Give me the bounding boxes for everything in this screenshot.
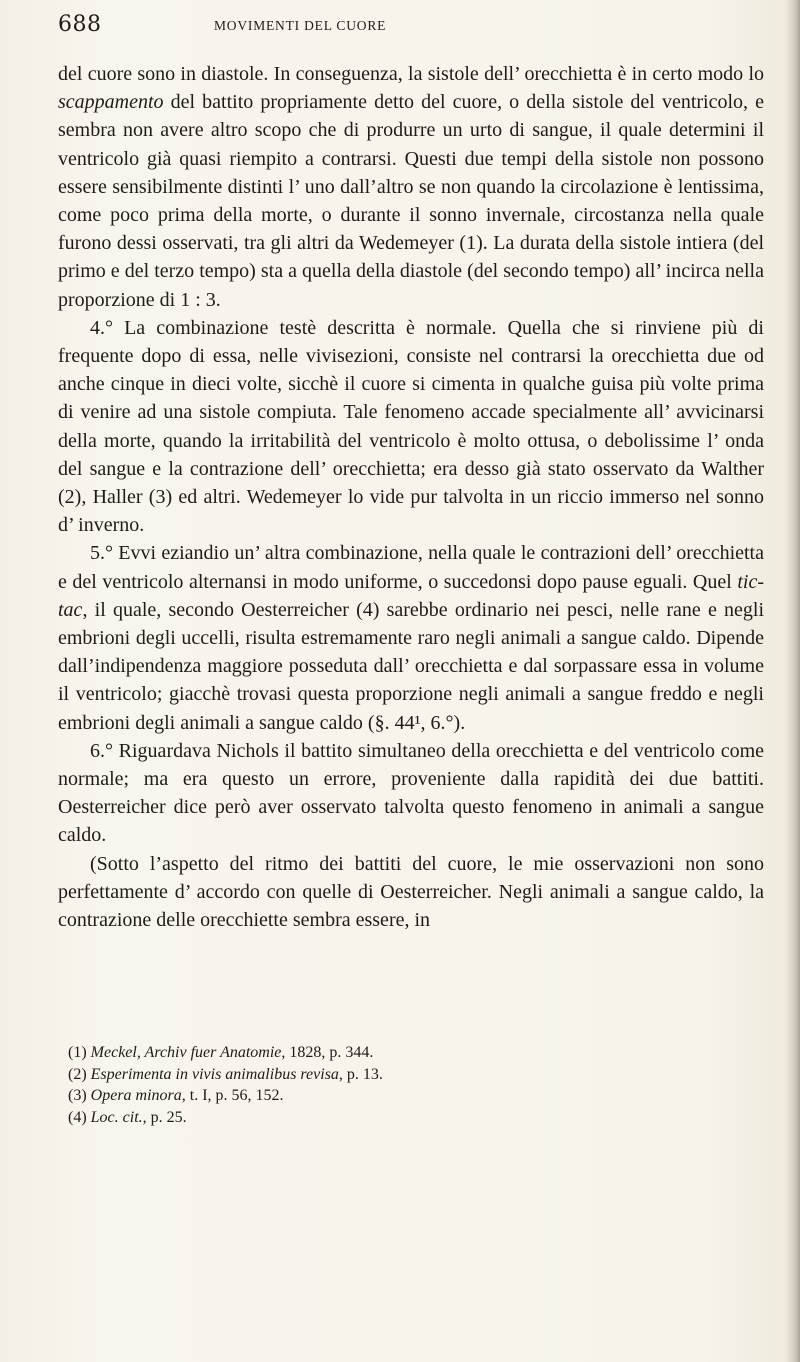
- footnote-2-source: Esperimenta in vivis animalibus revisa: [90, 1065, 339, 1083]
- footnote-4-number: (4): [68, 1108, 91, 1126]
- main-text: [58, 60, 764, 934]
- footnote-1-source: Meckel, Archiv fuer Anatomie: [90, 1044, 282, 1061]
- footnote-1-number: (1): [68, 1044, 91, 1061]
- footnote-3: [68, 1085, 758, 1107]
- footnote-1-rest: , 1828, p. 344.: [281, 1044, 374, 1061]
- paragraph-1-text-b: del battito propriamente detto del cuore, o della sistole del ventricolo, e sembra non avere altro scopo che di produrre un urto di sangue, il quale determini il ventricolo già quasi riempito a contrarsi. Questi due tempi della sistole non possono essere sensibilmente distinti l’ uno dall’altro se non quando la circolazione è lentissima, come poco prima della morte, o durante il sonno invernale, circostanza nella quale furono dessi osservati, tra gli altri da Wedemeyer (1). La durata della sistole intiera (del primo e del terzo tempo) sta a quella della diastole (del secondo tempo) all’ incirca nella proporzione di 1 : 3.: [58, 91, 764, 311]
- page-header: [58, 10, 758, 50]
- paragraph-2: 4.° La combinazione testè descritta è normale. Quella che si rinviene più di frequente dopo di essa, nelle vivisezioni, consiste nel contrarsi la orecchietta due od anche cinque in dieci volte, sicchè il cuore si cimenta in qualche guisa più volte prima di venire ad una sistole compiuta. Tale fenomeno accade specialmente all’ avvicinarsi della morte, quando la irritabilità del ventricolo è molto ottusa, o debolissime l’ onda del sangue e la contrazione dell’ orecchietta; era desso già stato osservato da Walther (2), Haller (3) ed altri. Wedemeyer lo vide pur talvolta in un riccio immerso nel sonno d’ inverno.: [58, 316, 764, 537]
- paragraph-5: (Sotto l’aspetto del ritmo dei battiti del cuore, le mie osservazioni non sono perfettamente d’ accordo con quelle di Oesterreicher. Negli animali a sangue caldo, la contrazione delle orecchiette sembra essere, in: [58, 852, 764, 932]
- paragraph-1-italic-term: scappamento: [58, 91, 164, 114]
- paragraph-3-italic-term: tic-tac: [58, 570, 764, 621]
- paragraph-1-text-a: del cuore sono in diastole. In conseguenza, la sistole dell’ orecchietta è in certo modo lo: [58, 63, 764, 85]
- footnote-3-rest: , t. I, p. 56, 152.: [181, 1087, 284, 1104]
- footnotes: [68, 1042, 758, 1128]
- running-title: MOVIMENTI DEL CUORE: [214, 18, 387, 33]
- paragraph-1: [58, 60, 764, 314]
- footnote-1: [68, 1042, 758, 1064]
- footnote-2: [68, 1064, 758, 1086]
- paragraph-3-text-a: 5.° Evvi eziandio un’ altra combinazione, nella quale le contrazioni dell’ orecchietta e del ventricolo alternansi in modo uniforme, o succedonsi dopo pause eguali. Quel: [58, 542, 764, 593]
- page-edge-shadow: [786, 0, 800, 1362]
- footnote-3-source: Opera minora: [90, 1087, 182, 1104]
- footnote-2-rest: , p. 13.: [338, 1065, 383, 1083]
- paragraph-3: [58, 539, 764, 736]
- paragraph-3-text-b: , il quale, secondo Oesterreicher (4) sarebbe ordinario nei pesci, nelle rane e negli embrioni degli uccelli, risulta estremamente raro negli animali a sangue caldo. Dipende dall’indipendenza maggiore posseduta dall’ orecchietta e dal sorpassare essa in volume il ventricolo; giacchè trovasi questa proporzione negli animali a sangue freddo e negli embrioni degli animali a sangue caldo (§. 44¹, 6.°).: [58, 598, 764, 734]
- footnote-4-source: Loc. cit.: [90, 1108, 143, 1126]
- footnote-3-number: (3): [68, 1087, 91, 1104]
- footnote-4-rest: , p. 25.: [142, 1108, 187, 1126]
- paragraph-4: 6.° Riguardava Nichols il battito simultaneo della orecchietta e del ventricolo come normale; ma era questo un errore, proveniente dalla rapidità dei due battiti. Oesterreicher dice però aver osservato talvolta questo fenomeno in animali a sangue caldo.: [58, 739, 764, 847]
- page-number: 688: [58, 12, 102, 37]
- footnote-2-number: (2): [68, 1065, 91, 1083]
- footnote-4: [68, 1107, 758, 1129]
